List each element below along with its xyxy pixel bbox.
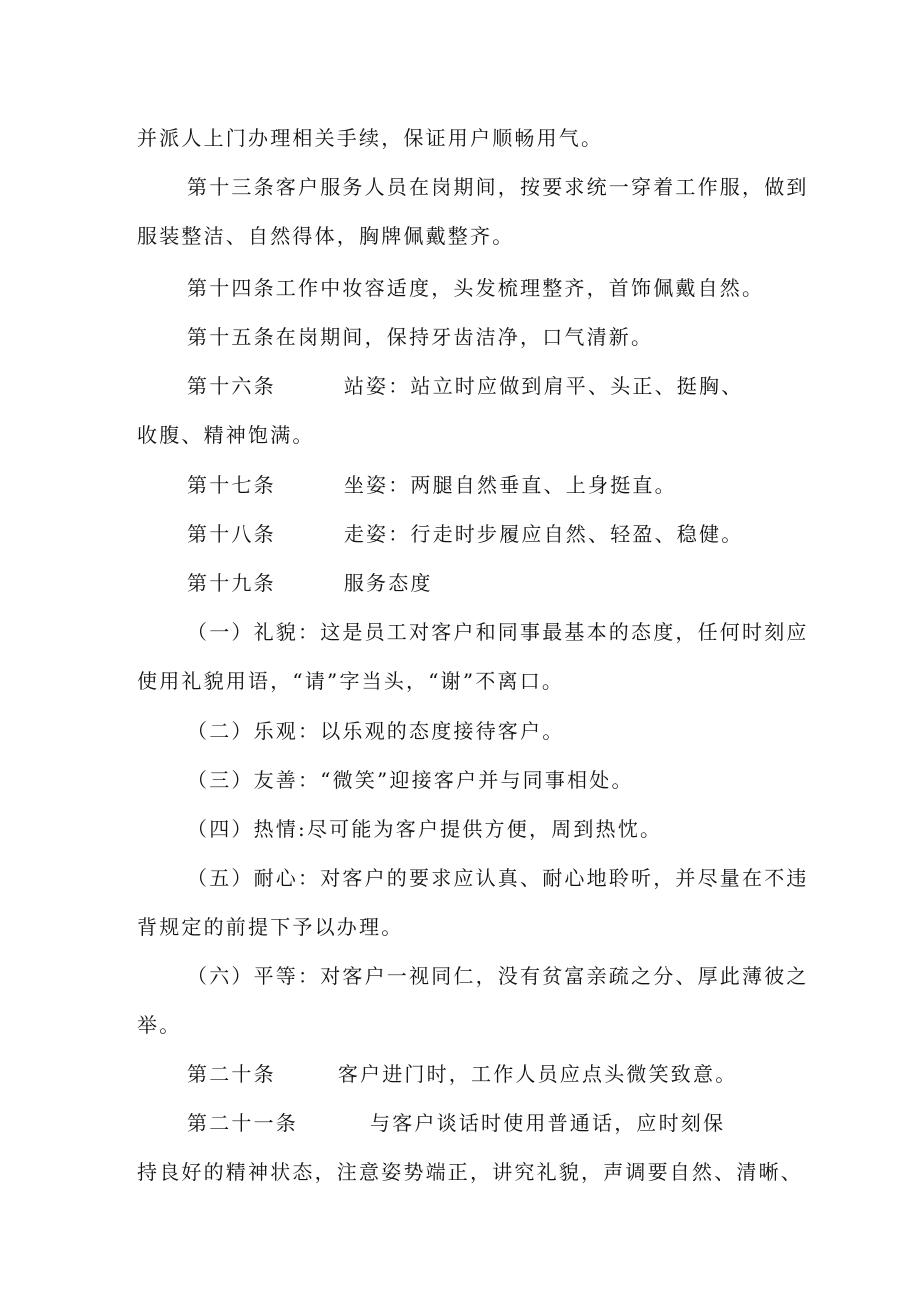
- item-6-line-1: （六）平等：对客户一视同仁，没有贫富亲疏之分、厚此薄彼之: [187, 964, 809, 988]
- article-15: 第十五条在岗期间，保持牙齿洁净，口气清新。: [187, 325, 654, 349]
- article-21-line-2: 持良好的精神状态，注意姿势端正，讲究礼貌，声调要自然、清晰、: [137, 1160, 803, 1184]
- article-21-number: 第二十一条: [187, 1111, 298, 1135]
- article-20-text: 客户进门时，工作人员应点头微笑致意。: [337, 1062, 738, 1086]
- article-18: [187, 520, 743, 548]
- article-16-number: 第十六条: [187, 374, 276, 398]
- article-19-text: 服务态度: [343, 571, 433, 595]
- article-20: [187, 1060, 737, 1088]
- article-16-line-1: [187, 372, 743, 400]
- item-5-line-1: （五）耐心：对客户的要求应认真、耐心地聆听，并尽量在不违: [187, 866, 809, 890]
- item-6-line-2: 举。: [137, 1013, 182, 1037]
- article-13-line-1: 第十三条客户服务人员在岗期间，按要求统一穿着工作服，做到: [187, 175, 809, 199]
- article-21-line-1: [187, 1109, 725, 1137]
- article-19: [187, 569, 433, 597]
- article-21-text: 与客户谈话时使用普通话，应时刻保: [370, 1111, 726, 1135]
- article-18-text: 走姿：行走时步履应自然、轻盈、稳健。: [343, 522, 744, 546]
- article-16-line-2: 收腹、精神饱满。: [137, 423, 315, 447]
- article-19-number: 第十九条: [187, 571, 276, 595]
- item-3: （三）友善：“微笑”迎接客户并与同事相处。: [187, 768, 634, 792]
- article-16-text: 站姿：站立时应做到肩平、头正、挺胸、: [343, 374, 744, 398]
- item-1-line-1: （一）礼貌：这是员工对客户和同事最基本的态度，任何时刻应: [187, 620, 809, 644]
- article-13-line-2: 服装整洁、自然得体，胸牌佩戴整齐。: [137, 224, 515, 248]
- text-line: 并派人上门办理相关手续，保证用户顺畅用气。: [137, 126, 604, 150]
- article-17-text: 坐姿：两腿自然垂直、上身挺直。: [343, 473, 677, 497]
- item-2: （二）乐观：以乐观的态度接待客户。: [187, 719, 565, 743]
- item-5-line-2: 背规定的前提下予以办理。: [137, 915, 404, 939]
- article-17: [187, 471, 677, 499]
- article-18-number: 第十八条: [187, 522, 276, 546]
- article-17-number: 第十七条: [187, 473, 276, 497]
- item-1-line-2: 使用礼貌用语，“请”字当头，“谢”不离口。: [137, 669, 565, 693]
- article-14: 第十四条工作中妆容适度，头发梳理整齐，首饰佩戴自然。: [187, 276, 765, 300]
- article-20-number: 第二十条: [187, 1062, 276, 1086]
- item-4: （四）热情:尽可能为客户提供方便，周到热忱。: [187, 817, 663, 841]
